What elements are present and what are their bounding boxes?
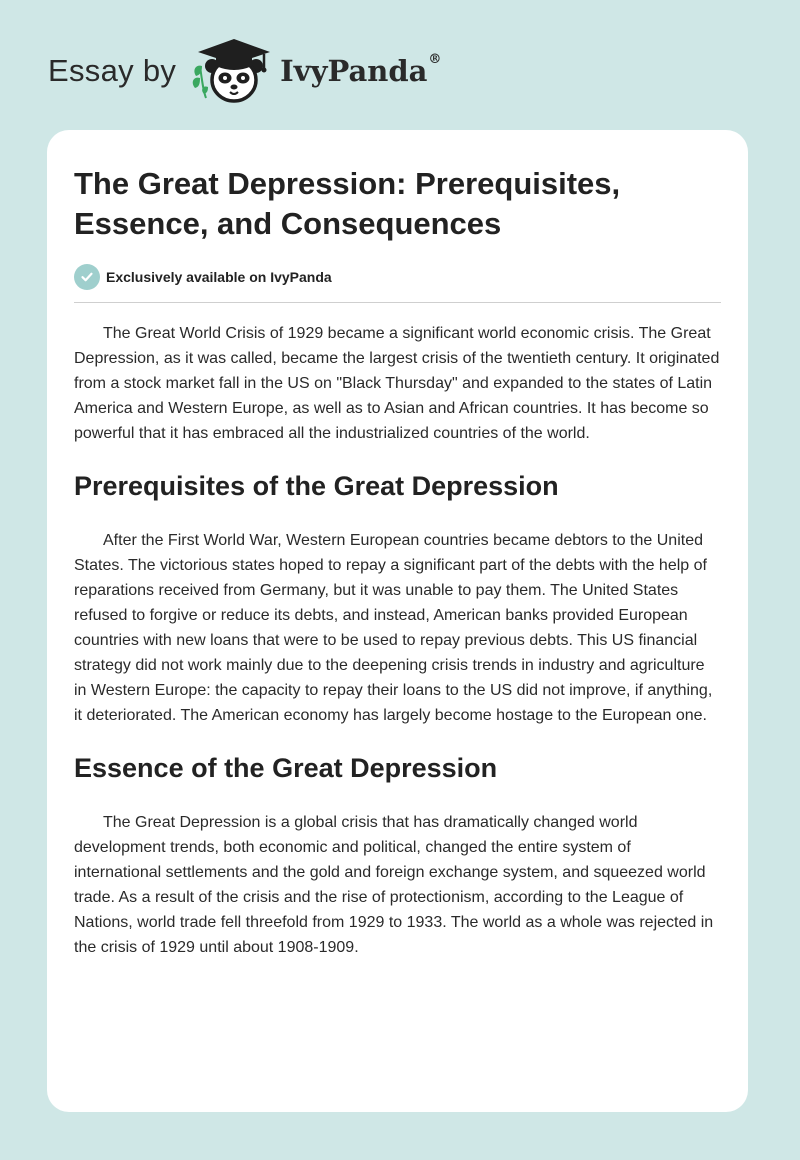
essay-card xyxy=(47,130,748,1112)
brand-prefix: Essay by xyxy=(48,53,177,88)
divider xyxy=(74,302,721,303)
section-heading-essence: Essence of the Great Depression xyxy=(74,753,498,783)
page-title: The Great Depression: Prerequisites, Essence, and Consequences xyxy=(74,166,621,241)
section-heading-prerequisites: Prerequisites of the Great Depression xyxy=(74,471,559,501)
exclusive-badge xyxy=(74,264,721,290)
section-paragraph-prerequisites: After the First World War, Western European countries became debtors to the United States. The victorious states hoped to repay a significant part of the debts with the help of reparations received from Germany, but it was unable to pay them. The United States refused to forgive or reduce its debts, and instead, American banks provided European countries with new loans that were to be used to repay previous debts. This US financial strategy did not work mainly due to the deepening crisis trends in industry and agriculture in Western Europe: the capacity to repay their loans to the US did not improve, if anything, it deteriorated. The American economy has largely become hostage to the European one. xyxy=(74,532,713,724)
exclusive-badge-label: Exclusively available on IvyPanda xyxy=(106,269,332,285)
brand-name: IvyPanda® xyxy=(280,52,442,88)
panda-graduate-icon xyxy=(190,36,278,106)
registered-mark: ® xyxy=(428,52,442,67)
check-icon xyxy=(74,264,100,290)
intro-paragraph: The Great World Crisis of 1929 became a significant world economic crisis. The Great Depression, as it was called, became the largest crisis of the twentieth century. It originated from a stock market fall in the US on "Black Thursday" and expanded to the states of Latin America and Western Europe, as well as to Asian and African countries. It has become so powerful that it has embraced all the industrialized countries of the world. xyxy=(74,325,720,442)
brand-header[interactable] xyxy=(48,36,441,106)
ivy-leaf-icon xyxy=(193,66,208,98)
section-paragraph-essence: The Great Depression is a global crisis that has dramatically changed world development trends, both economic and political, changed the entire system of international settlements and the gold and foreign exchange system, and squeezed world trade. As a result of the crisis and the rise of protectionism, according to the League of Nations, world trade fell threefold from 1929 to 1933. The world as a whole was rejected in the crisis of 1929 until about 1908-1909. xyxy=(74,814,714,956)
